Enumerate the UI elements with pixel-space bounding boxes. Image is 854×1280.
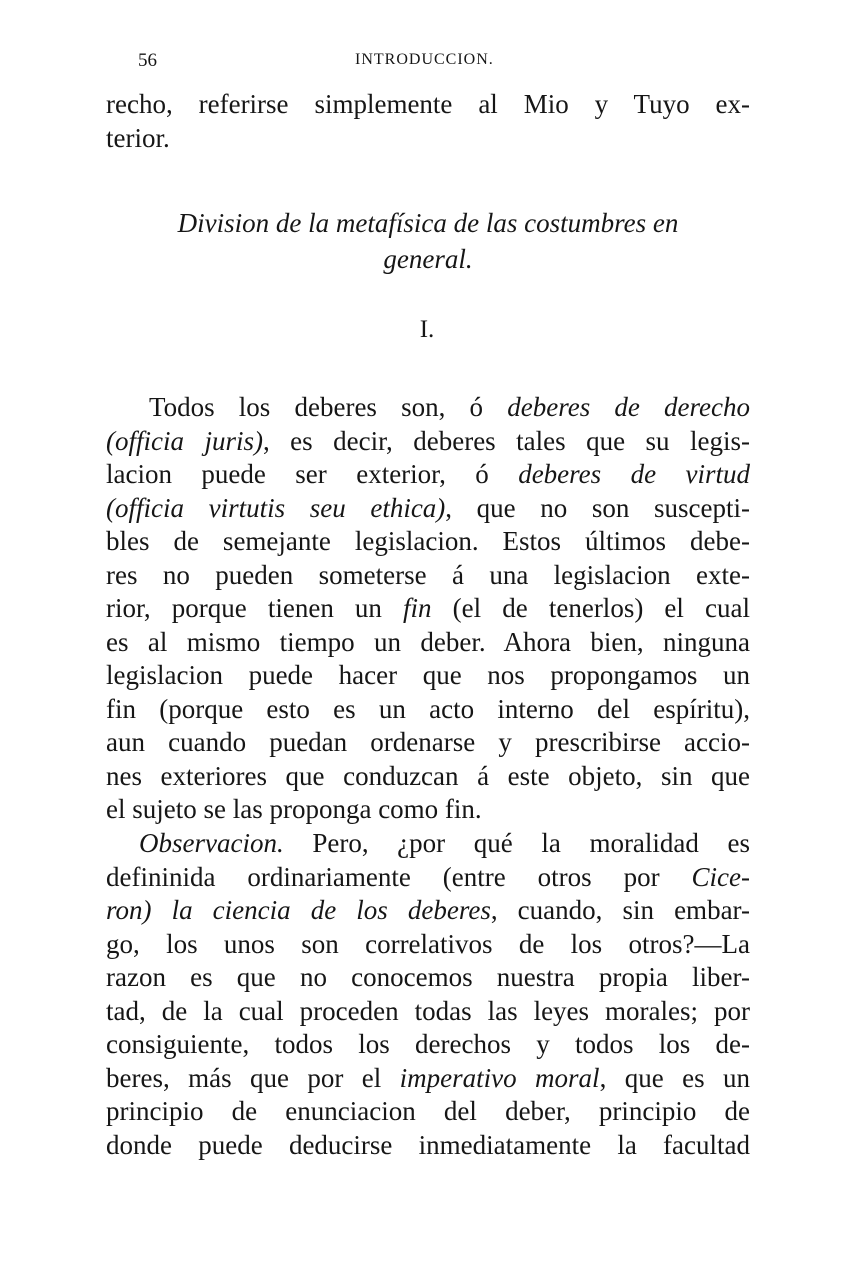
text-line: nes exteriores que conduzcan á este objeto, sin que bbox=[106, 760, 750, 791]
top-paragraph bbox=[106, 88, 750, 155]
text-line: el sujeto se las proponga como fin. bbox=[106, 794, 482, 824]
section-heading-line: Division de la metafísica de las costumbres en bbox=[177, 208, 679, 238]
text-line: donde puede deducirse inmediatamente la facultad bbox=[106, 1129, 750, 1160]
text-line: fin (porque esto es un acto interno del espíritu), bbox=[106, 693, 750, 724]
text-line: defininida ordinariamente (entre otros por Cice- bbox=[106, 861, 750, 892]
text-line: (officia virtutis seu ethica), que no son suscepti- bbox=[106, 492, 750, 523]
text-line: (officia juris), es decir, deberes tales que su legis- bbox=[106, 425, 750, 456]
section-heading bbox=[106, 205, 750, 277]
text-line: go, los unos son correlativos de los otros?—La bbox=[106, 928, 750, 959]
text-line: es al mismo tiempo un deber. Ahora bien, ninguna bbox=[106, 626, 750, 657]
text-line: res no pueden someterse á una legislacion exte- bbox=[106, 559, 750, 590]
text-line: legislacion puede hacer que nos propongamos un bbox=[106, 660, 750, 690]
text-line: rior, porque tienen un fin (el de tenerlos) el cual bbox=[106, 593, 750, 623]
paragraph-duties bbox=[106, 391, 750, 827]
paragraph-observation bbox=[106, 827, 750, 1162]
section-numeral: I. bbox=[419, 316, 435, 343]
text-line: principio de enunciacion del deber, principio de bbox=[106, 1096, 750, 1126]
text-line: lacion puede ser exterior, ó deberes de virtud bbox=[106, 459, 750, 489]
text-line: tad, de la cual proceden todas las leyes morales; por bbox=[106, 995, 750, 1026]
page-header bbox=[138, 50, 748, 78]
text-line: beres, más que por el imperativo moral, que es un bbox=[106, 1062, 750, 1093]
text-line: bles de semejante legislacion. Estos últimos debe- bbox=[106, 526, 750, 556]
text-line: recho, referirse simplemente al Mio y Tuyo ex- bbox=[106, 89, 750, 119]
page-number: 56 bbox=[138, 50, 157, 71]
text-line: ron) la ciencia de los deberes, cuando, sin embar- bbox=[106, 895, 750, 925]
text-line: terior. bbox=[106, 122, 170, 153]
running-title: INTRODUCCION. bbox=[355, 51, 494, 68]
text-line: aun cuando puedan ordenarse y prescribirse accio- bbox=[106, 727, 750, 757]
section-heading-line: general. bbox=[383, 244, 473, 274]
text-line: Observacion. Pero, ¿por qué la moralidad es bbox=[139, 828, 750, 858]
text-line: consiguiente, todos los derechos y todos los de- bbox=[106, 1029, 750, 1059]
text-line: Todos los deberes son, ó deberes de derecho bbox=[149, 392, 750, 422]
text-line: razon es que no conocemos nuestra propia liber- bbox=[106, 962, 750, 992]
